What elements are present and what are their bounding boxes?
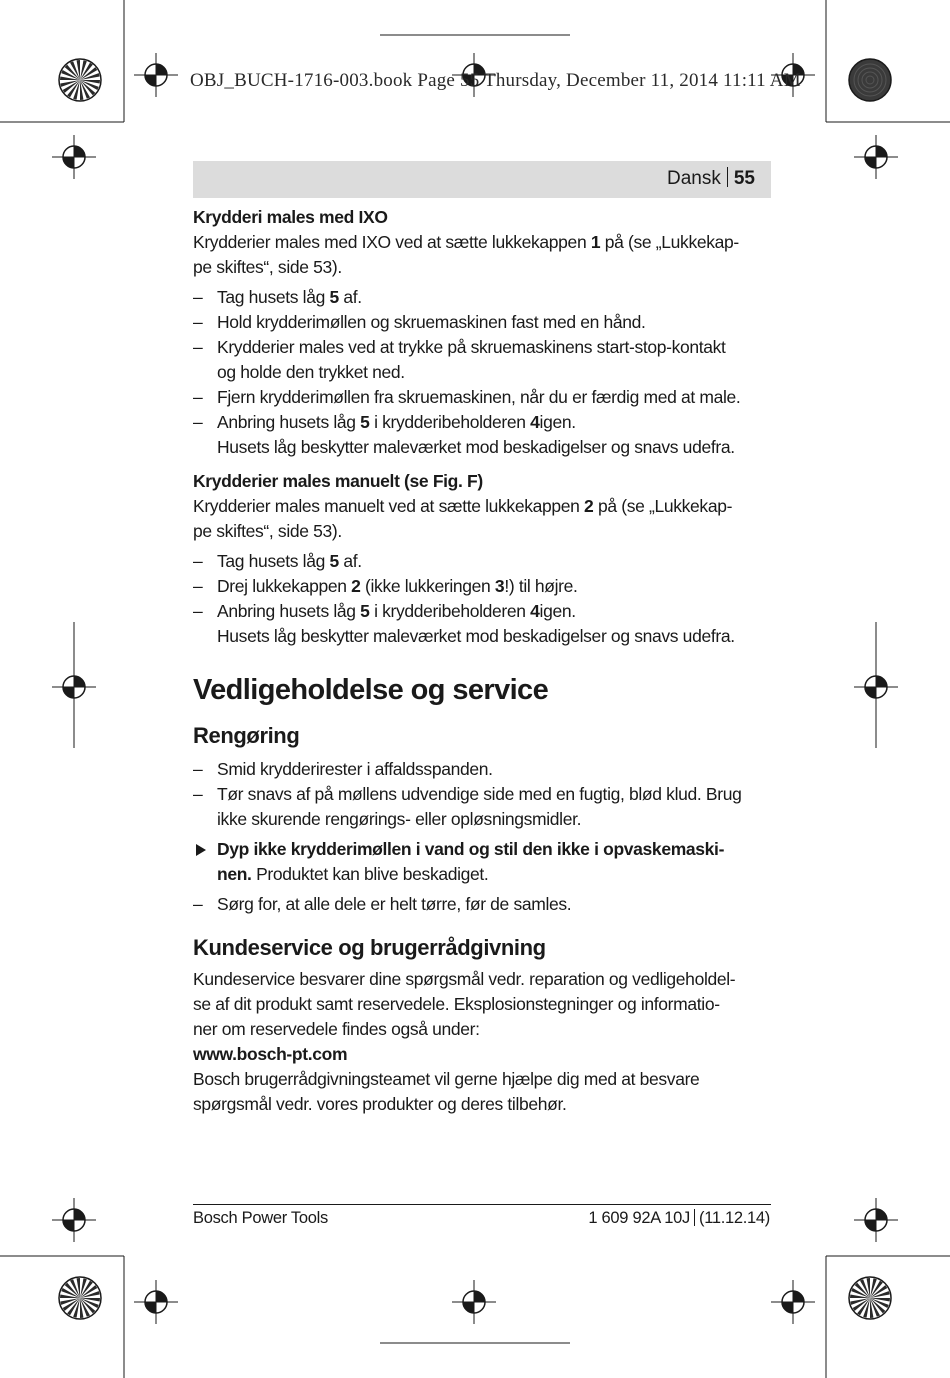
chapter-title: Vedligeholdelse og service	[193, 674, 549, 706]
list-item: – Tag husets låg 5 af.	[193, 285, 773, 310]
warning-item-cont: nen. Produktet kan blive beskadiget.	[217, 864, 489, 884]
ixo-intro: Krydderier males med IXO ved at sætte lukkekappen 1 på (se „Lukkekap-	[193, 232, 739, 252]
warning-item: Dyp ikke krydderimøllen i vand og stil den ikke i opvaskemaski-	[193, 837, 773, 862]
section-title-cleaning: Rengøring	[193, 723, 300, 748]
service-text: spørgsmål vedr. vores produkter og deres tilbehør.	[193, 1094, 567, 1114]
list-item-cont: ikke skurende rengørings- eller opløsningsmidler.	[217, 809, 582, 829]
service-text: Bosch brugerrådgivningsteamet vil gerne hjælpe dig med at besvare	[193, 1069, 700, 1089]
list-item-cont: og holde den trykket ned.	[217, 362, 405, 382]
list-item: – Tør snavs af på møllens udvendige side med en fugtig, blød klud. Brug	[193, 782, 773, 807]
footer-doc-code: 1 609 92A 10J (11.12.14)	[588, 1209, 770, 1227]
page-header-bar	[193, 161, 771, 198]
list-item: – Hold krydderimøllen og skruemaskinen fast med en hånd.	[193, 310, 773, 335]
manual-intro: Krydderier males manuelt ved at sætte lukkekappen 2 på (se „Lukkekap-	[193, 496, 733, 516]
footer-brand: Bosch Power Tools	[193, 1209, 328, 1227]
service-url-link[interactable]: www.bosch-pt.com	[193, 1044, 348, 1064]
list-item: – Sørg for, at alle dele er helt tørre, før de samles.	[193, 892, 773, 917]
warning-triangle-icon	[196, 844, 206, 856]
list-item: – Anbring husets låg 5 i krydderibeholderen 4igen.	[193, 599, 773, 624]
list-item: – Fjern krydderimøllen fra skruemaskinen, når du er færdig med at male.	[193, 385, 773, 410]
section-title-service: Kundeservice og brugerrådgivning	[193, 935, 546, 960]
page-content	[193, 205, 773, 1117]
list-item-cont: Husets låg beskytter maleværket mod beskadigelser og snavs udefra.	[217, 626, 735, 646]
manual-intro-cont: pe skiftes“, side 53).	[193, 521, 342, 541]
service-text: Kundeservice besvarer dine spørgsmål vedr. reparation og vedligeholdel-	[193, 969, 736, 989]
registration-dark-icon	[849, 59, 891, 101]
header-divider	[727, 167, 728, 187]
list-item: – Tag husets låg 5 af.	[193, 549, 773, 574]
service-text: se af dit produkt samt reservedele. Eksplosionstegninger og informatio-	[193, 994, 720, 1014]
print-slug: OBJ_BUCH-1716-003.book Page 55 Thursday, December 11, 2014 11:11 AM	[190, 70, 801, 91]
header-language: Dansk	[667, 168, 721, 189]
page-header	[667, 167, 755, 190]
service-text: ner om reservedele findes også under:	[193, 1019, 480, 1039]
footer-divider	[694, 1209, 695, 1226]
section-title-ixo: Krydderi males med IXO	[193, 207, 388, 227]
list-item: – Smid krydderirester i affaldsspanden.	[193, 757, 773, 782]
list-item: – Anbring husets låg 5 i krydderibeholderen 4igen.	[193, 410, 773, 435]
list-item: – Krydderier males ved at trykke på skruemaskinens start-stop-kontakt	[193, 335, 773, 360]
list-item-cont: Husets låg beskytter maleværket mod beskadigelser og snavs udefra.	[217, 437, 735, 457]
section-title-manual: Krydderier males manuelt (se Fig. F)	[193, 471, 483, 491]
list-item: – Drej lukkekappen 2 (ikke lukkeringen 3!) til højre.	[193, 574, 773, 599]
footer-rule	[193, 1204, 771, 1205]
header-page-number: 55	[733, 168, 755, 189]
ixo-intro-cont: pe skiftes“, side 53).	[193, 257, 342, 277]
